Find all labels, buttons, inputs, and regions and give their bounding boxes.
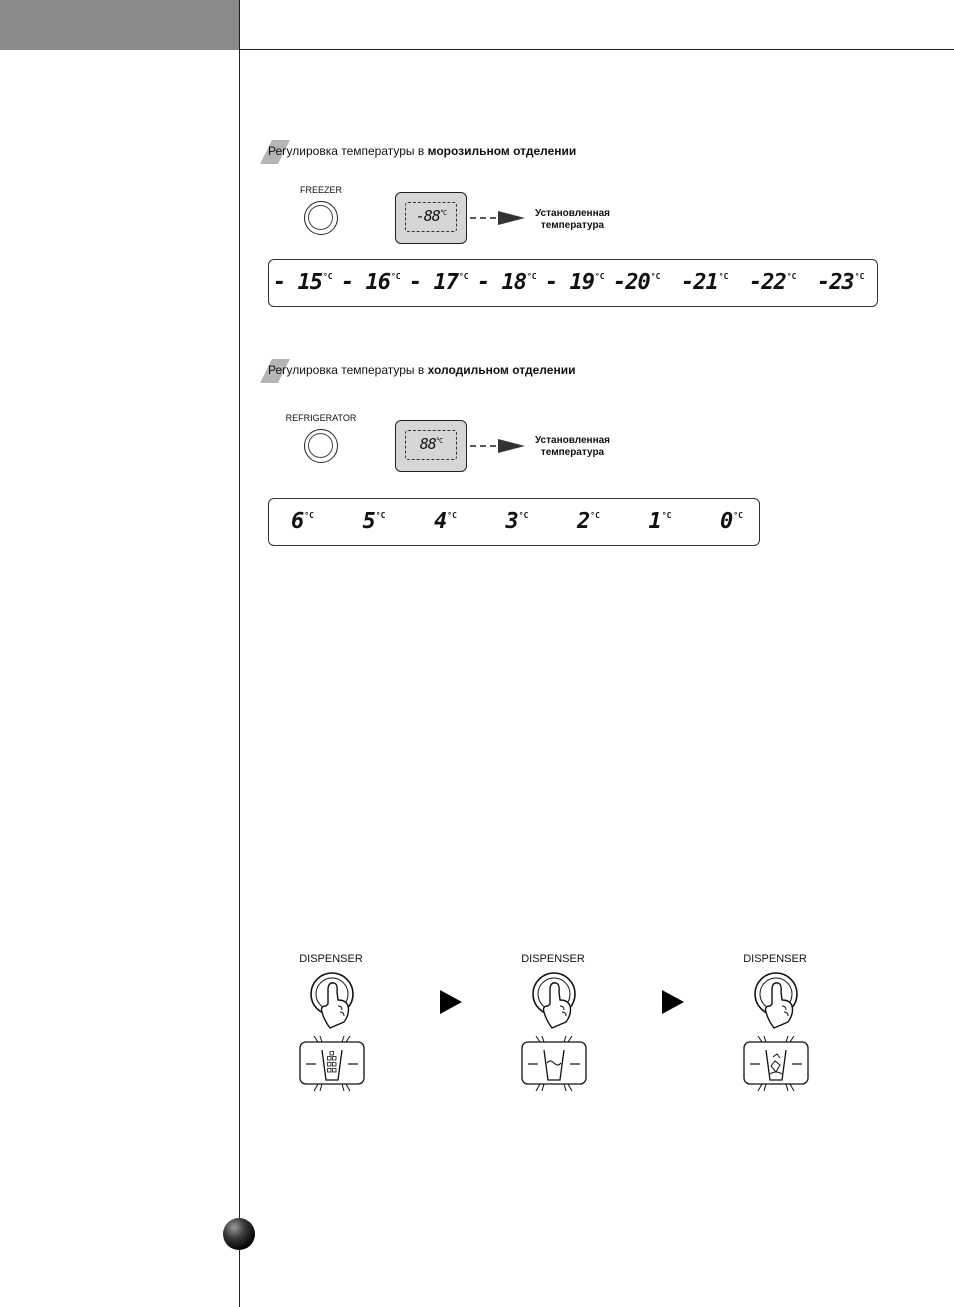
header-rule: [239, 49, 954, 50]
refrigerator-lcd-unit: °C: [435, 437, 443, 445]
freezer-temperature-option: [409, 270, 469, 295]
refrigerator-temperature-unit: °C: [304, 511, 314, 520]
freezer-lcd-display: [395, 192, 467, 244]
freezer-temperature-value: -23: [817, 270, 854, 295]
refrigerator-title-bold: холодильном отделении: [427, 363, 576, 378]
freezer-temperature-option: [749, 270, 796, 295]
freezer-set-temperature-label: [525, 208, 620, 232]
refrigerator-temperature-option: [506, 509, 529, 534]
dispenser-button-press-icon[interactable]: [304, 970, 364, 1034]
freezer-temperature-value: -22: [749, 270, 786, 295]
refrigerator-temperature-option: [649, 509, 672, 534]
refrigerator-lcd-frame: [405, 430, 457, 460]
freezer-lcd-value: -88: [415, 207, 440, 225]
refrigerator-temperature-value: 6: [291, 509, 304, 534]
freezer-title-bold: морозильном отделении: [427, 144, 577, 159]
refrigerator-temperature-strip: [268, 498, 760, 546]
refrigerator-lcd-value: 88: [419, 435, 436, 453]
freezer-lcd-unit: °C: [439, 209, 447, 217]
refrigerator-button[interactable]: [304, 429, 338, 463]
header-block: [0, 0, 239, 50]
dispenser-button-press-icon[interactable]: [526, 970, 586, 1034]
refrigerator-temperature-value: 3: [505, 509, 518, 534]
freezer-temperature-value: - 17: [409, 270, 458, 295]
freezer-temperature-unit: °C: [650, 272, 661, 281]
freezer-temperature-option: [613, 270, 660, 295]
freezer-temperature-unit: °C: [786, 272, 797, 281]
page-marker-dot: [223, 1218, 255, 1250]
freezer-temperature-unit: °C: [526, 272, 537, 281]
dispenser-button-press-icon[interactable]: [748, 970, 808, 1034]
refrigerator-temperature-unit: °C: [518, 511, 529, 520]
freezer-dashed-arrow-icon: [470, 210, 526, 226]
ice-cubes-icon: [296, 1036, 368, 1092]
freezer-temperature-value: - 18: [477, 270, 526, 295]
refrigerator-lcd-display: [395, 420, 467, 472]
freezer-temperature-unit: °C: [718, 272, 729, 281]
refrigerator-temperature-unit: °C: [375, 511, 386, 520]
next-step-arrow-icon: [440, 990, 462, 1014]
freezer-temperature-unit: °C: [390, 272, 401, 281]
refrigerator-temperature-value: 0: [720, 509, 733, 534]
freezer-temperature-option: [817, 270, 864, 295]
freezer-temperature-option: [681, 270, 728, 295]
refrigerator-temperature-option: [720, 509, 743, 534]
dispenser-button-label: DISPENSER: [743, 953, 807, 965]
refrigerator-temperature-unit: °C: [733, 511, 743, 520]
water-icon: [518, 1036, 590, 1092]
next-step-arrow-icon: [662, 990, 684, 1014]
freezer-temperature-strip: [268, 259, 878, 307]
freezer-set-label-line2: температура: [540, 220, 605, 231]
freezer-set-label-line1: Установленная: [534, 208, 611, 219]
freezer-temperature-unit: °C: [854, 272, 865, 281]
freezer-temperature-option: [477, 270, 537, 295]
refrigerator-title-prefix: Регулировка температуры в: [268, 363, 428, 378]
refrigerator-set-temperature-label: [525, 435, 620, 459]
dispenser-button-label: DISPENSER: [521, 953, 585, 965]
freezer-temperature-value: -21: [681, 270, 718, 295]
freezer-temperature-unit: °C: [458, 272, 469, 281]
freezer-temperature-unit: °C: [322, 272, 333, 281]
refrigerator-temperature-option: [577, 509, 600, 534]
crushed-ice-icon: [740, 1036, 812, 1092]
refrigerator-temperature-value: 4: [434, 509, 447, 534]
margin-rule: [239, 0, 240, 1307]
freezer-temperature-option: [341, 270, 401, 295]
freezer-temperature-value: -20: [613, 270, 650, 295]
refrigerator-set-label-line1: Установленная: [534, 435, 611, 446]
freezer-temperature-option: [545, 270, 605, 295]
freezer-temperature-value: - 16: [341, 270, 390, 295]
freezer-temperature-value: - 15: [273, 270, 322, 295]
freezer-lcd-frame: [405, 202, 457, 232]
refrigerator-temperature-value: 5: [362, 509, 375, 534]
refrigerator-temperature-unit: °C: [661, 511, 672, 520]
dispenser-button-label: DISPENSER: [299, 953, 363, 965]
refrigerator-temperature-value: 1: [648, 509, 661, 534]
freezer-temperature-value: - 19: [545, 270, 594, 295]
refrigerator-set-label-line2: температура: [540, 447, 605, 458]
refrigerator-section-title: [260, 359, 575, 383]
freezer-section-title: [260, 140, 576, 164]
refrigerator-temperature-value: 2: [577, 509, 590, 534]
refrigerator-temperature-option: [291, 509, 314, 534]
freezer-title-prefix: Регулировка температуры в: [268, 144, 428, 159]
freezer-button-label: FREEZER: [299, 185, 342, 195]
refrigerator-dashed-arrow-icon: [470, 438, 526, 454]
refrigerator-temperature-option: [434, 509, 457, 534]
refrigerator-temperature-unit: °C: [590, 511, 600, 520]
freezer-button[interactable]: [304, 201, 338, 235]
refrigerator-button-label: REFRIGERATOR: [285, 413, 357, 423]
freezer-temperature-option: [273, 270, 333, 295]
freezer-temperature-unit: °C: [594, 272, 605, 281]
refrigerator-temperature-unit: °C: [447, 511, 457, 520]
refrigerator-temperature-option: [363, 509, 386, 534]
